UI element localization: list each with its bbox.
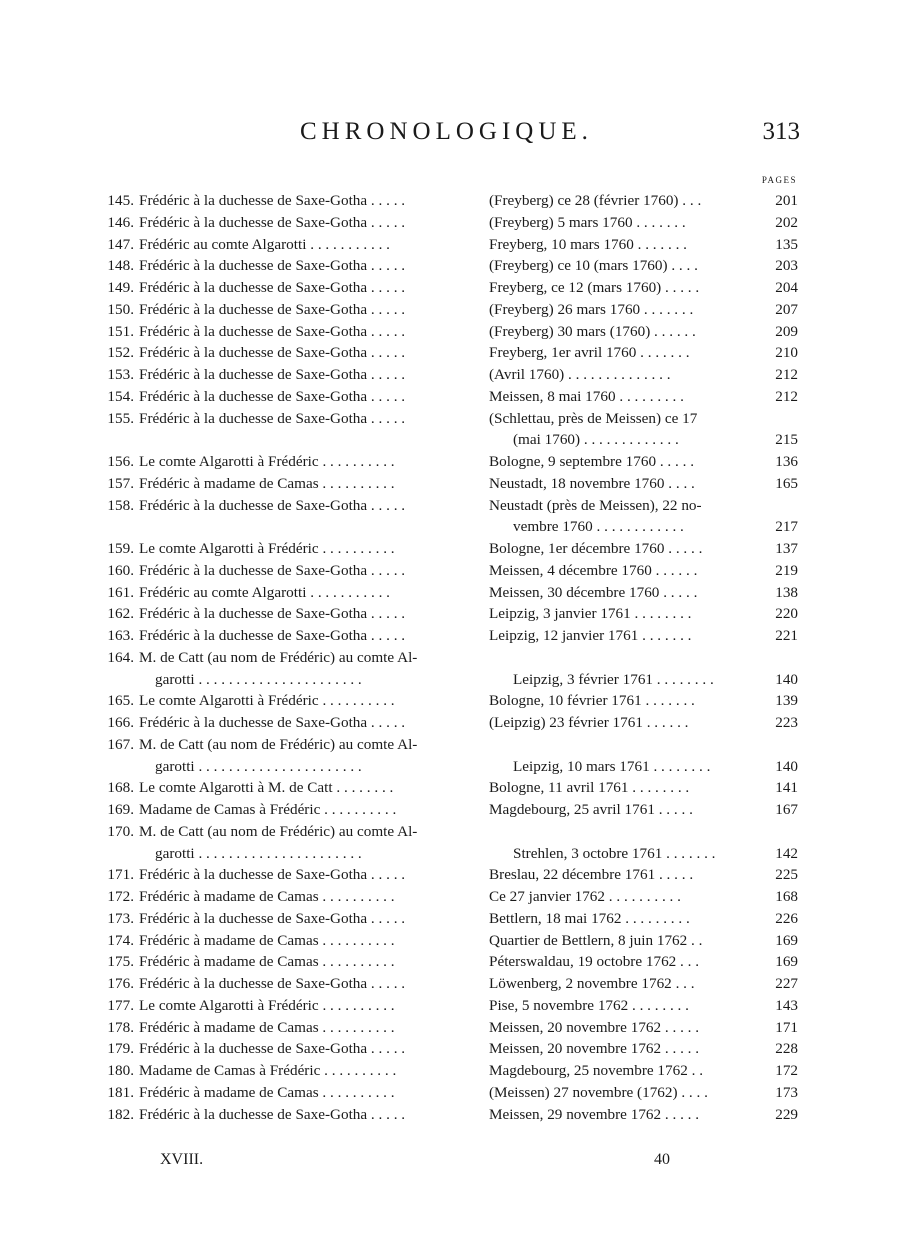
entry-title: Frédéric à la duchesse de Saxe-Gotha . . . . . [139,279,406,296]
entry-title: Frédéric au comte Algarotti . . . . . . . . . . . [139,235,390,253]
page-number: 313 [762,118,800,145]
entry-date-continued: Strehlen, 3 octobre 1761 . . . . . . . [513,844,716,862]
table-row [0,255,900,277]
entry-page: 172 [775,1062,798,1079]
entry-number: 179. [107,1040,134,1058]
entry-number: 152. [107,344,134,362]
table-row [0,712,900,734]
table-row [0,234,900,256]
entry-title: Frédéric à madame de Camas . . . . . . . . . . [139,1083,395,1101]
entry-page: 167 [775,801,798,818]
table-row [0,277,900,299]
entry-title-continued: garotti . . . . . . . . . . . . . . . . . . . . . . [155,757,362,775]
entry-number: 145. [107,192,134,209]
entry-date: (Freyberg) ce 10 (mars 1760) . . . . [489,257,698,275]
table-row [0,386,900,408]
table-row [0,342,900,364]
entry-title: Frédéric à madame de Camas . . . . . . . . . . [139,888,395,905]
entry-page: 212 [775,366,798,383]
entry-number: 158. [107,496,134,514]
entry-number: 165. [107,692,134,710]
entry-title: Frédéric à la duchesse de Saxe-Gotha . . . . . [139,387,406,405]
entry-date: Meissen, 20 novembre 1762 . . . . . [489,1040,700,1058]
table-row [0,647,900,691]
entry-title: Frédéric à la duchesse de Saxe-Gotha . . . . . [139,1105,406,1123]
entry-title: Le comte Algarotti à Frédéric . . . . . . . . . . [139,692,395,710]
entry-number: 176. [107,975,134,992]
table-row [0,908,900,930]
table-row [0,1017,900,1039]
table-row [0,408,900,452]
entry-number: 159. [107,540,134,557]
entry-page: 207 [775,300,798,318]
table-row [0,1082,900,1104]
table-row [0,951,900,973]
entry-title: Frédéric à madame de Camas . . . . . . . . . . [139,953,395,971]
entry-number: 157. [107,474,134,492]
entry-title: Frédéric à la duchesse de Saxe-Gotha . . . . . [139,213,406,231]
entry-title: Frédéric à la duchesse de Saxe-Gotha . . . . . [139,322,406,340]
entry-date: Leipzig, 12 janvier 1761 . . . . . . . [489,627,692,644]
entry-page: 137 [775,540,798,557]
entry-number: 172. [107,888,134,905]
entry-date: (Leipzig) 23 février 1761 . . . . . . [489,714,689,731]
entry-title: Le comte Algarotti à Frédéric . . . . . . . . . . [139,996,395,1014]
table-row [0,582,900,604]
entry-date: (Schlettau, près de Meissen) ce 17 [489,409,698,427]
table-row [0,777,900,799]
entry-page: 165 [775,474,798,492]
entry-page: 173 [775,1083,798,1101]
entry-page: 138 [775,583,798,601]
table-row [0,995,900,1017]
entry-number: 147. [107,235,134,253]
running-title: CHRONOLOGIQUE. [300,118,593,145]
entry-page: 226 [775,909,798,927]
entry-date: Neustadt, 18 novembre 1760 . . . . [489,474,695,492]
entry-number: 162. [107,605,134,623]
table-row [0,451,900,473]
table-row [0,886,900,908]
table-row [0,690,900,712]
table-row [0,821,900,865]
sheet-number: 40 [654,1151,670,1168]
entry-title: Frédéric à la duchesse de Saxe-Gotha . . . . . [139,300,406,318]
entry-date: Magdebourg, 25 avril 1761 . . . . . [489,801,693,818]
entry-date-continued: Leipzig, 3 février 1761 . . . . . . . . [513,670,714,688]
entry-page: 210 [775,344,798,362]
entry-number: 164. [107,648,134,666]
entry-date: Löwenberg, 2 novembre 1762 . . . [489,975,695,992]
entry-number: 156. [107,453,134,470]
entry-title: M. de Catt (au nom de Frédéric) au comte Al- [139,822,418,840]
entry-title: Frédéric à la duchesse de Saxe-Gotha . . . . . [139,909,406,927]
entry-number: 177. [107,996,134,1014]
entry-page: 143 [775,996,798,1014]
entry-number: 175. [107,953,134,971]
entry-page: 229 [775,1105,798,1123]
entry-date: Meissen, 8 mai 1760 . . . . . . . . . [489,387,684,405]
entry-date: Ce 27 janvier 1762 . . . . . . . . . . [489,888,681,905]
entry-page: 227 [775,975,798,992]
entry-title-continued: garotti . . . . . . . . . . . . . . . . . . . . . . [155,844,362,862]
entry-number: 148. [107,257,134,275]
entry-date: (Meissen) 27 novembre (1762) . . . . [489,1083,708,1101]
table-row [0,603,900,625]
entry-page: 139 [775,692,798,710]
entry-page: 140 [775,670,798,688]
entry-date: Breslau, 22 décembre 1761 . . . . . [489,866,694,884]
entry-title: Le comte Algarotti à M. de Catt . . . . . . . . [139,779,394,797]
entry-number: 154. [107,387,134,405]
entry-number: 163. [107,627,134,644]
entry-date: Freyberg, 10 mars 1760 . . . . . . . [489,235,687,253]
entry-title: Madame de Camas à Frédéric . . . . . . . . . . [139,1062,397,1079]
entry-title: Frédéric à la duchesse de Saxe-Gotha . . . . . [139,975,406,992]
table-row [0,538,900,560]
entry-date: Bologne, 10 février 1761 . . . . . . . [489,692,695,710]
entry-page: 215 [775,431,798,449]
entry-page: 203 [775,257,798,275]
entry-page: 202 [775,213,798,231]
entry-title: Frédéric à la duchesse de Saxe-Gotha . . . . . [139,561,406,579]
table-row [0,212,900,234]
entry-page: 209 [775,322,798,340]
entry-page: 140 [775,757,798,775]
entry-date-continued: vembre 1760 . . . . . . . . . . . . [513,518,684,536]
entry-number: 146. [107,213,134,231]
chronological-table [0,190,900,1125]
entry-title: Frédéric à la duchesse de Saxe-Gotha . . . . . [139,257,406,275]
table-row [0,625,900,647]
entry-title: Frédéric à la duchesse de Saxe-Gotha . . . . . [139,714,406,731]
entry-number: 174. [107,931,134,949]
entry-date: Meissen, 20 novembre 1762 . . . . . [489,1018,700,1036]
entry-date: (Avril 1760) . . . . . . . . . . . . . . [489,366,671,383]
entry-page: 141 [775,779,798,797]
table-row [0,734,900,778]
entry-page: 219 [775,561,798,579]
table-row [0,321,900,343]
entry-date: Bologne, 9 septembre 1760 . . . . . [489,453,695,470]
entry-page: 142 [775,844,798,862]
entry-date: Péterswaldau, 19 octobre 1762 . . . [489,953,700,971]
entry-page: 136 [775,453,798,470]
entry-title: Le comte Algarotti à Frédéric . . . . . . . . . . [139,540,395,557]
entry-page: 212 [775,387,798,405]
entry-title: Frédéric à la duchesse de Saxe-Gotha . . . . . [139,605,406,623]
entry-date: Meissen, 30 décembre 1760 . . . . . [489,583,698,601]
entry-page: 223 [775,714,798,731]
entry-title: M. de Catt (au nom de Frédéric) au comte Al- [139,735,418,753]
entry-title-continued: garotti . . . . . . . . . . . . . . . . . . . . . . [155,670,362,688]
entry-page: 171 [775,1018,798,1036]
entry-page: 220 [775,605,798,623]
entry-page: 135 [775,235,798,253]
entry-number: 153. [107,366,134,383]
entry-number: 155. [107,409,134,427]
entry-number: 182. [107,1105,134,1123]
entry-title: Frédéric au comte Algarotti . . . . . . . . . . . [139,583,390,601]
entry-date: (Freyberg) 30 mars (1760) . . . . . . [489,322,696,340]
table-row [0,799,900,821]
table-row [0,473,900,495]
entry-title: Frédéric à la duchesse de Saxe-Gotha . . . . . [139,496,406,514]
entry-title: Frédéric à madame de Camas . . . . . . . . . . [139,1018,395,1036]
entry-number: 168. [107,779,134,797]
entry-date: Bologne, 1er décembre 1760 . . . . . [489,540,703,557]
entry-title: Frédéric à la duchesse de Saxe-Gotha . . . . . [139,366,406,383]
entry-date: Leipzig, 3 janvier 1761 . . . . . . . . [489,605,692,623]
entry-number: 150. [107,300,134,318]
table-row [0,1060,900,1082]
entry-date: Freyberg, 1er avril 1760 . . . . . . . [489,344,690,362]
entry-title: Frédéric à la duchesse de Saxe-Gotha . . . . . [139,409,406,427]
table-row [0,973,900,995]
entry-number: 169. [107,801,134,818]
entry-number: 167. [107,735,134,753]
entry-title: Frédéric à la duchesse de Saxe-Gotha . . . . . [139,627,406,644]
entry-page: 225 [775,866,798,884]
entry-number: 173. [107,909,134,927]
entry-number: 166. [107,714,134,731]
entry-number: 151. [107,322,134,340]
entry-page: 228 [775,1040,798,1058]
entry-date: Pise, 5 novembre 1762 . . . . . . . . [489,996,689,1014]
entry-page: 221 [775,627,798,644]
entry-number: 178. [107,1018,134,1036]
entry-title: Frédéric à la duchesse de Saxe-Gotha . . . . . [139,192,406,209]
entry-page: 169 [775,953,798,971]
entry-title: Le comte Algarotti à Frédéric . . . . . . . . . . [139,453,395,470]
table-row [0,190,900,212]
entry-title: Madame de Camas à Frédéric . . . . . . . . . . [139,801,397,818]
table-row [0,930,900,952]
entry-title: M. de Catt (au nom de Frédéric) au comte Al- [139,648,418,666]
table-row [0,1104,900,1126]
entry-page: 201 [775,192,798,209]
entry-page: 168 [775,888,798,905]
table-row [0,299,900,321]
entry-date: Quartier de Bettlern, 8 juin 1762 . . [489,931,703,949]
table-row [0,560,900,582]
entry-date-continued: (mai 1760) . . . . . . . . . . . . . [513,431,679,449]
entry-page: 169 [775,931,798,949]
entry-date: Bologne, 11 avril 1761 . . . . . . . . [489,779,690,797]
entry-number: 161. [107,583,134,601]
entry-number: 170. [107,822,134,840]
entry-date-continued: Leipzig, 10 mars 1761 . . . . . . . . [513,757,711,775]
entry-page: 217 [775,518,798,536]
entry-date: Magdebourg, 25 novembre 1762 . . [489,1062,703,1079]
table-row [0,364,900,386]
entry-title: Frédéric à la duchesse de Saxe-Gotha . . . . . [139,866,406,884]
entry-date: Freyberg, ce 12 (mars 1760) . . . . . [489,279,700,296]
entry-number: 160. [107,561,134,579]
entry-number: 180. [107,1062,134,1079]
entry-title: Frédéric à madame de Camas . . . . . . . . . . [139,931,395,949]
entry-number: 171. [107,866,134,884]
signature-mark: XVIII. [160,1151,204,1168]
entry-date: Bettlern, 18 mai 1762 . . . . . . . . . [489,909,690,927]
page-header [0,118,900,158]
entry-number: 181. [107,1083,134,1101]
entry-title: Frédéric à madame de Camas . . . . . . . . . . [139,474,395,492]
pages-column-header: PAGES [761,175,797,185]
entry-date: Meissen, 29 novembre 1762 . . . . . [489,1105,700,1123]
entry-date: Meissen, 4 décembre 1760 . . . . . . [489,561,698,579]
entry-title: Frédéric à la duchesse de Saxe-Gotha . . . . . [139,344,406,362]
entry-page: 204 [775,279,798,296]
entry-date: (Freyberg) 5 mars 1760 . . . . . . . [489,213,686,231]
table-row [0,864,900,886]
entry-title: Frédéric à la duchesse de Saxe-Gotha . . . . . [139,1040,406,1058]
entry-number: 149. [107,279,134,296]
entry-date: (Freyberg) ce 28 (février 1760) . . . [489,192,702,209]
entry-date: (Freyberg) 26 mars 1760 . . . . . . . [489,300,694,318]
entry-date: Neustadt (près de Meissen), 22 no- [489,496,702,514]
table-row [0,495,900,539]
table-row [0,1038,900,1060]
